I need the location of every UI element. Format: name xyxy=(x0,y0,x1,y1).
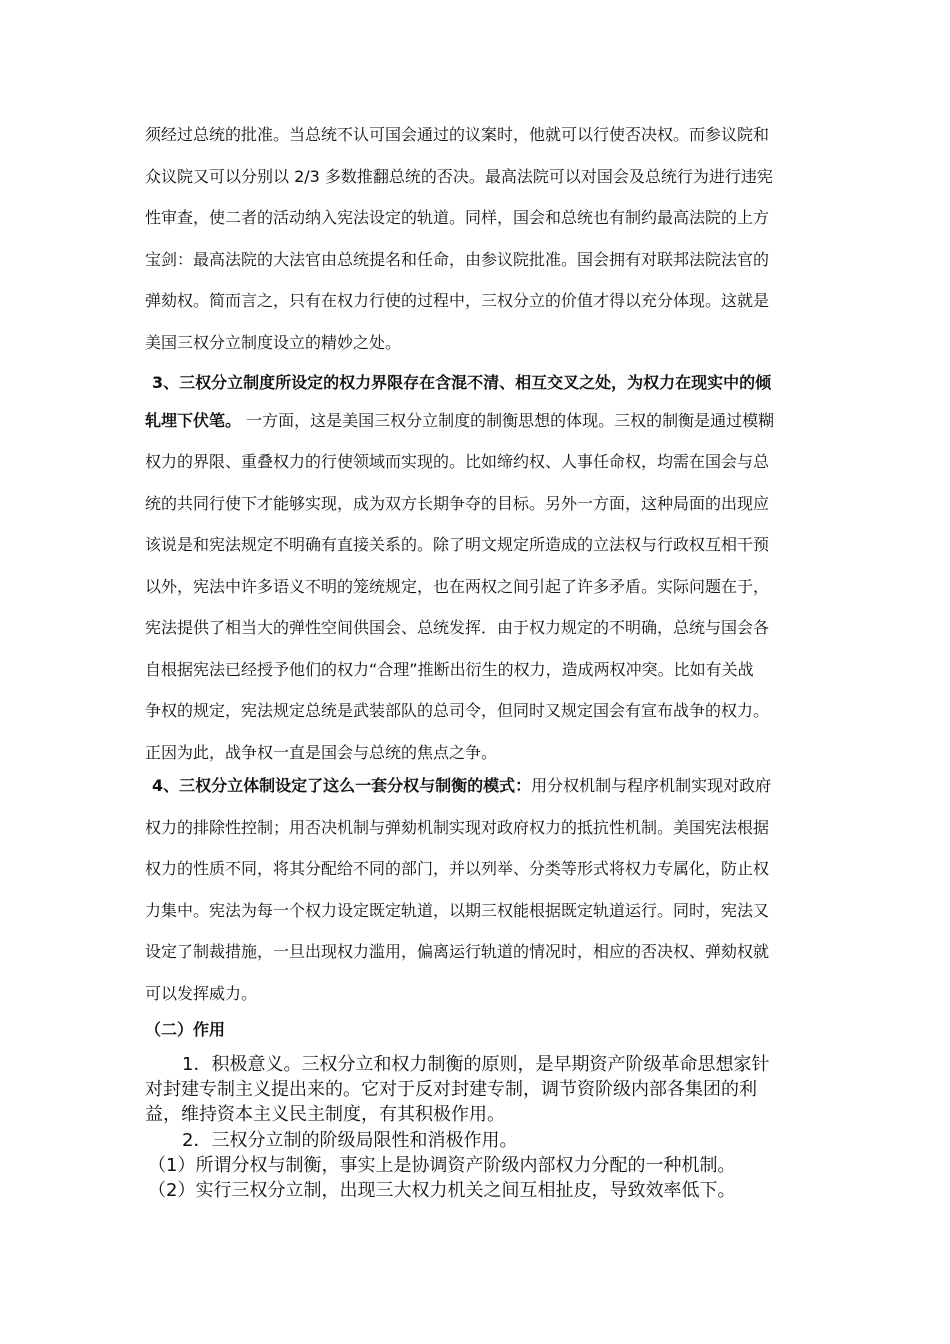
paragraph-line xyxy=(152,776,771,796)
paragraph-line: 权力的排除性控制；用否决机制与弹劾机制实现对政府权力的抵抗性机制。美国宪法根据 xyxy=(145,818,770,837)
effect-line: 2．三权分立制的阶级局限性和消极作用。 xyxy=(182,1130,518,1151)
point-4-heading: 4、三权分立体制设定了这么一套分权与制衡的模式： xyxy=(152,776,532,795)
paragraph-line: 以外，宪法中许多语义不明的笼统规定，也在两权之间引起了许多矛盾。实际问题在于， xyxy=(145,577,770,596)
paragraph-line: 性审查，使二者的活动纳入宪法设定的轨道。同样，国会和总统也有制约最高法院的上方 xyxy=(145,208,770,227)
paragraph-line: 权力的性质不同，将其分配给不同的部门，并以列举、分类等形式将权力专属化，防止权 xyxy=(145,859,770,878)
paragraph-line: 宪法提供了相当大的弹性空间供国会、总统发挥．由于权力规定的不明确，总统与国会各 xyxy=(145,618,770,637)
paragraph-line: 众议院又可以分别以 2/3 多数推翻总统的否决。最高法院可以对国会及总统行为进行违宪 xyxy=(145,167,773,186)
paragraph-line: 可以发挥威力。 xyxy=(145,984,258,1003)
paragraph-line: 该说是和宪法规定不明确有直接关系的。除了明文规定所造成的立法权与行政权互相干预 xyxy=(145,535,770,554)
paragraph-line xyxy=(145,411,774,431)
paragraph-line: 力集中。宪法为每一个权力设定既定轨道，以期三权能根据既定轨道运行。同时，宪法又 xyxy=(145,901,770,920)
paragraph-text: 一方面，这是美国三权分立制度的制衡思想的体现。三权的制衡是通过模糊 xyxy=(241,411,775,430)
paragraph-line: 设定了制裁措施，一旦出现权力滥用，偏离运行轨道的情况时，相应的否决权、弹劾权就 xyxy=(145,942,770,961)
paragraph-line: 宝剑：最高法院的大法官由总统提名和任命，由参议院批准。国会拥有对联邦法院法官的 xyxy=(145,250,770,269)
paragraph-line: 美国三权分立制度设立的精妙之处。 xyxy=(145,333,402,352)
effect-line: 1．积极意义。三权分立和权力制衡的原则，是早期资产阶级革命思想家针 xyxy=(182,1054,770,1075)
effect-line: 对封建专制主义提出来的。它对于反对封建专制，调节资阶级内部各集团的利 xyxy=(145,1079,757,1100)
effect-line: （1）所谓分权与制衡，事实上是协调资产阶级内部权力分配的一种机制。 xyxy=(148,1155,736,1176)
paragraph-line: 统的共同行使下才能够实现，成为双方长期争夺的目标。另外一方面，这种局面的出现应 xyxy=(145,494,770,513)
point-3-heading: 3、三权分立制度所设定的权力界限存在含混不清、相互交叉之处，为权力在现实中的倾 xyxy=(152,373,772,392)
effect-line: （2）实行三权分立制，出现三大权力机关之间互相扯皮，导致效率低下。 xyxy=(148,1180,736,1201)
paragraph-line: 须经过总统的批准。当总统不认可国会通过的议案时，他就可以行使否决权。而参议院和 xyxy=(145,125,770,144)
effect-line: 益，维持资本主义民主制度，有其积极作用。 xyxy=(145,1104,505,1125)
paragraph-line: 正因为此，战争权一直是国会与总统的焦点之争。 xyxy=(145,743,498,762)
point-3-heading-end: 轧埋下伏笔。 xyxy=(145,411,242,430)
paragraph-line: 弹劾权。简而言之，只有在权力行使的过程中，三权分立的价值才得以充分体现。这就是 xyxy=(145,291,770,310)
paragraph-line: 争权的规定，宪法规定总统是武装部队的总司令，但同时又规定国会有宣布战争的权力。 xyxy=(145,701,770,720)
section-heading: （二）作用 xyxy=(145,1020,226,1039)
paragraph-text: 用分权机制与程序机制实现对政府 xyxy=(531,776,772,795)
paragraph-line: 自根据宪法已经授予他们的权力“合理”推断出衍生的权力，造成两权冲突。比如有关战 xyxy=(145,660,754,679)
paragraph-line: 权力的界限、重叠权力的行使领域而实现的。比如缔约权、人事任命权，均需在国会与总 xyxy=(145,452,770,471)
